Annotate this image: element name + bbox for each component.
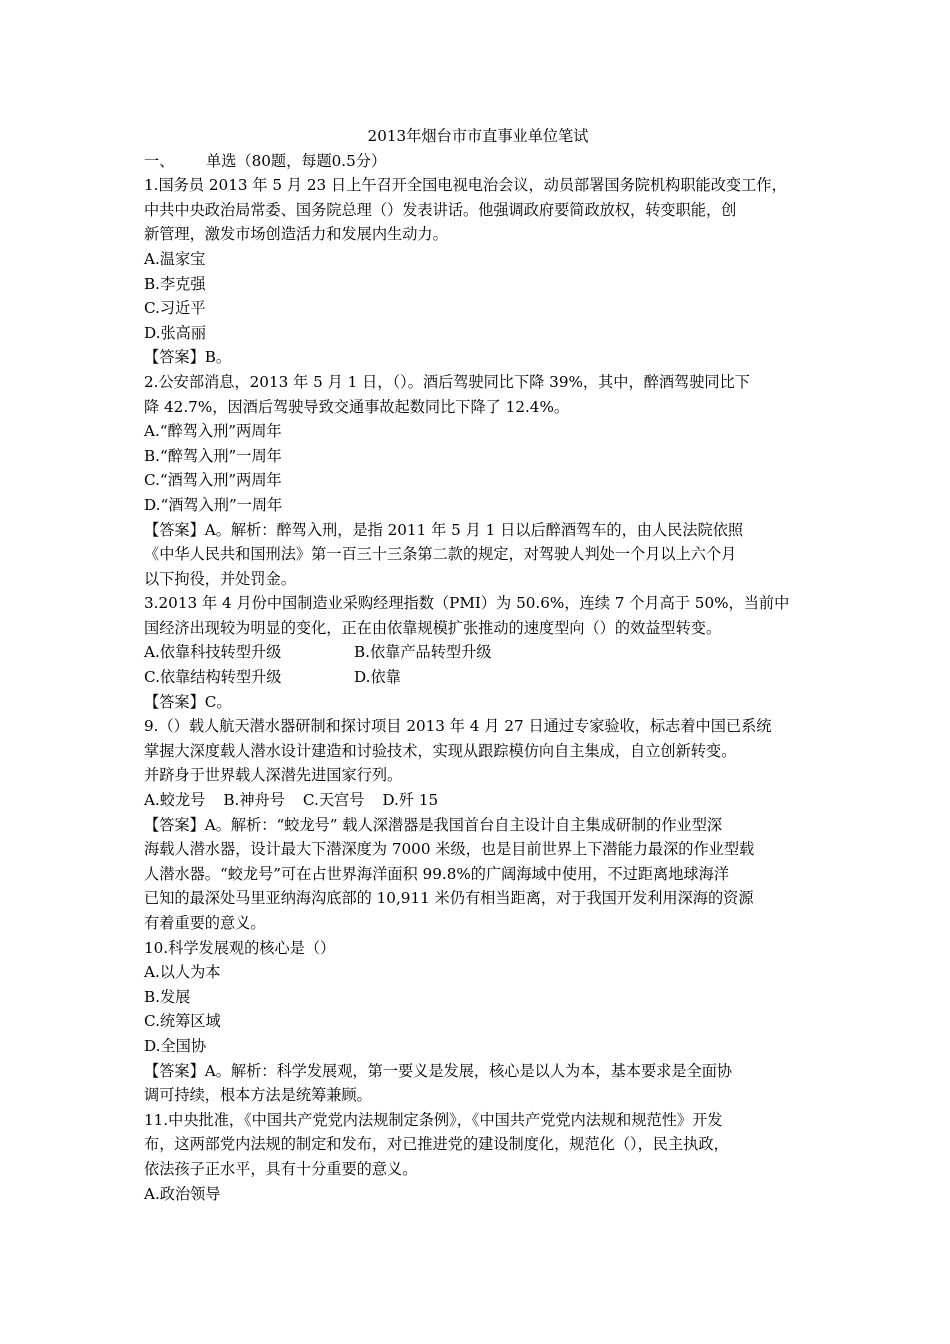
question-2-option-a: A.“醉驾入刑”两周年 — [144, 422, 282, 441]
section-label: 单选（80题，每题0.5分） — [206, 151, 387, 170]
document-title: 2013年烟台市市直事业单位笔试 — [367, 127, 589, 145]
question-1-option-a: A.温家宝 — [144, 249, 206, 268]
question-3-answer: 【答案】C。 — [144, 692, 232, 711]
document-body — [144, 124, 812, 1206]
section-heading — [144, 149, 812, 174]
question-2-text: 降 42.7%，因酒后驾驶导致交通事故起数同比下降了 12.4%。 — [144, 397, 570, 416]
question-3-option-a: A.依靠科技转型升级 — [144, 643, 282, 662]
question-9-option-a: A.蛟龙号 — [144, 791, 206, 810]
question-10-option-b: B.发展 — [144, 987, 191, 1006]
question-3-text: 3.2013 年 4 月份中国制造业采购经理指数（PMI）为 50.6%，连续 7 个月高于 50%，当前中 — [144, 594, 790, 613]
question-9-answer: 【答案】A。解析：“蛟龙号” 载人深潜器是我国首台自主设计自主集成研制的作业型深 — [144, 815, 723, 834]
question-2-option-c: C.“酒驾入刑”两周年 — [144, 471, 282, 490]
question-9-text: 9.（）载人航天潜水器研制和探讨项目 2013 年 4 月 27 日通过专家验收，标志着中国已系统 — [144, 717, 772, 736]
question-9-text: 并跻身于世界载人深潜先进国家行列。 — [144, 766, 403, 785]
question-3-option-c: C.依靠结构转型升级 — [144, 668, 282, 687]
question-2-option-b: B.“醉驾入刑”一周年 — [144, 446, 282, 465]
question-3-options-row — [144, 640, 812, 665]
question-11-text: 布，这两部党内法规的制定和发布，对已推进党的建设制度化，规范化（），民主执政， — [144, 1135, 729, 1154]
question-10-answer: 调可持续，根本方法是统筹兼顾。 — [144, 1086, 372, 1105]
question-2-answer: 《中华人民共和国刑法》第一百三十三条第二款的规定，对驾驶人判处一个月以上六个月 — [144, 545, 737, 564]
question-9-answer: 已知的最深处马里亚纳海沟底部的 10,911 米仍有相当距离，对于我国开发利用深海的资源 — [144, 889, 754, 908]
question-11-option-a: A.政治领导 — [144, 1184, 221, 1203]
question-1-text: 新管理，激发市场创造活力和发展内生动力。 — [144, 225, 448, 244]
question-2-text: 2.公安部消息，2013 年 5 月 1 日，（）。酒后驾驶同比下降 39%，其中，醉酒驾驶同比下 — [144, 372, 750, 391]
question-9-options-row — [144, 788, 812, 813]
question-9-answer: 人潜水器。“蛟龙号”可在占世界海洋面积 99.8%的广阔海域中使用，不过距离地球海洋 — [144, 864, 729, 883]
question-10-text: 10.科学发展观的核心是（） — [144, 938, 336, 957]
question-1-option-d: D.张高丽 — [144, 323, 207, 342]
question-1-text: 中共中央政治局常委、国务院总理（）发表讲话。他强调政府要简政放权，转变职能，创 — [144, 200, 737, 219]
question-11-text: 11.中央批准，《中国共产党党内法规制定条例》，《中国共产党党内法规和规范性》开发 — [144, 1110, 723, 1129]
question-9-option-c: C.天宫号 — [302, 791, 365, 810]
question-10-option-d: D.全国协 — [144, 1036, 207, 1055]
question-10-option-c: C.统筹区域 — [144, 1012, 221, 1031]
question-9-text: 掌握大深度载人潜水设计建造和讨验技术，实现从跟踪模仿向自主集成，自立创新转变。 — [144, 741, 737, 760]
question-10-option-a: A.以人为本 — [144, 963, 221, 982]
question-9-option-b: B.神舟号 — [223, 791, 285, 810]
question-9-answer: 有着重要的意义。 — [144, 914, 266, 932]
question-3-option-d: D.依靠 — [354, 668, 401, 687]
question-1-text: 1.国务员 2013 年 5 月 23 日上午召开全国电视电治会议，动员部署国务院机构职能改变工作， — [144, 176, 787, 195]
question-9-answer: 海载人潜水器，设计最大下潜深度为 7000 米级，也是目前世界上下潜能力最深的作业型载 — [144, 840, 755, 859]
question-9-option-d: D.歼 15 — [382, 791, 439, 810]
question-10-answer: 【答案】A。解析：科学发展观，第一要义是发展，核心是以人为本，基本要求是全面协 — [144, 1061, 733, 1080]
question-2-option-d: D.“酒驾入刑”一周年 — [144, 495, 283, 514]
question-1-option-b: B.李克强 — [144, 274, 206, 293]
question-3-option-b: B.依靠产品转型升级 — [354, 643, 492, 662]
question-2-answer: 【答案】A。解析：醉驾入刑，是指 2011 年 5 月 1 日以后醉酒驾车的，由人民法院依照 — [144, 520, 744, 539]
question-2-answer: 以下拘役，并处罚金。 — [144, 569, 296, 588]
section-number: 一、 — [144, 151, 175, 170]
question-1-answer: 【答案】B。 — [144, 348, 232, 367]
question-3-options-row — [144, 665, 812, 690]
question-11-text: 依法孩子正水平，具有十分重要的意义。 — [144, 1159, 418, 1178]
question-3-text: 国经济出现较为明显的变化，正在由依靠规模扩张推动的速度型向（）的效益型转变。 — [144, 618, 722, 637]
question-1-option-c: C.习近平 — [144, 299, 206, 318]
